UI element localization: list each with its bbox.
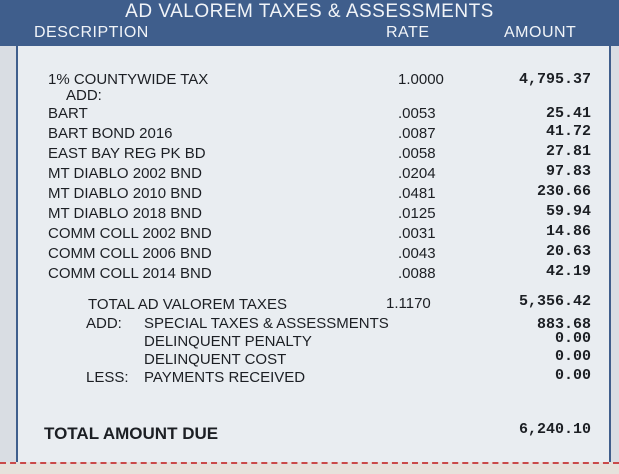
item-amount: 42.19: [545, 263, 591, 280]
item-description: MT DIABLO 2002 BND: [48, 165, 202, 182]
item-amount: 27.81: [545, 143, 591, 160]
section-title: AD VALOREM TAXES & ASSESSMENTS: [125, 1, 494, 22]
special-taxes-amount: 883.68: [536, 316, 591, 333]
item-amount: 97.83: [545, 163, 591, 180]
payments-received-label: PAYMENTS RECEIVED: [144, 369, 306, 386]
countywide-description: 1% COUNTYWIDE TAX: [48, 71, 209, 88]
add-label: ADD:: [66, 87, 102, 104]
item-rate: .0125: [398, 205, 436, 222]
column-header-description: DESCRIPTION: [34, 24, 149, 41]
item-description: COMM COLL 2006 BND: [48, 245, 212, 262]
special-taxes-label: SPECIAL TAXES & ASSESSMENTS: [144, 315, 389, 332]
item-amount: 230.66: [536, 183, 591, 200]
item-description: EAST BAY REG PK BD: [48, 145, 206, 162]
column-header-rate: RATE: [386, 24, 430, 41]
item-rate: .0043: [398, 245, 436, 262]
item-rate: .0204: [398, 165, 436, 182]
item-amount: 25.41: [545, 105, 591, 122]
column-header-amount: AMOUNT: [504, 24, 577, 41]
delinquent-penalty-amount: 0.00: [554, 330, 591, 347]
item-description: MT DIABLO 2010 BND: [48, 185, 202, 202]
delinquent-penalty-label: DELINQUENT PENALTY: [144, 333, 312, 350]
total-ad-valorem-rate: 1.1170: [386, 295, 431, 312]
item-description: COMM COLL 2002 BND: [48, 225, 212, 242]
total-amount-due-label: TOTAL AMOUNT DUE: [44, 424, 219, 443]
item-rate: .0031: [398, 225, 436, 242]
delinquent-cost-label: DELINQUENT COST: [144, 351, 287, 368]
item-rate: .0087: [398, 125, 436, 142]
item-description: MT DIABLO 2018 BND: [48, 205, 202, 222]
less-label: LESS:: [86, 369, 129, 386]
item-description: BART BOND 2016: [48, 125, 173, 142]
countywide-amount: 4,795.37: [518, 71, 591, 88]
tax-table: [16, 46, 611, 462]
perforation-divider: [0, 462, 619, 474]
total-ad-valorem-label: TOTAL AD VALOREM TAXES: [88, 296, 287, 313]
delinquent-cost-amount: 0.00: [554, 348, 591, 365]
countywide-rate: 1.0000: [398, 71, 444, 88]
item-rate: .0058: [398, 145, 436, 162]
total-ad-valorem-amount: 5,356.42: [518, 293, 591, 310]
payments-received-amount: 0.00: [554, 367, 591, 384]
add-label-totals: ADD:: [86, 315, 122, 332]
item-amount: 20.63: [545, 243, 591, 260]
item-amount: 41.72: [545, 123, 591, 140]
item-description: BART: [48, 105, 88, 122]
item-rate: .0481: [398, 185, 436, 202]
item-amount: 14.86: [545, 223, 591, 240]
item-rate: .0053: [398, 105, 436, 122]
item-amount: 59.94: [545, 203, 591, 220]
item-rate: .0088: [398, 265, 436, 282]
item-description: COMM COLL 2014 BND: [48, 265, 212, 282]
table-header: [0, 0, 619, 46]
total-amount-due-value: 6,240.10: [518, 421, 591, 438]
